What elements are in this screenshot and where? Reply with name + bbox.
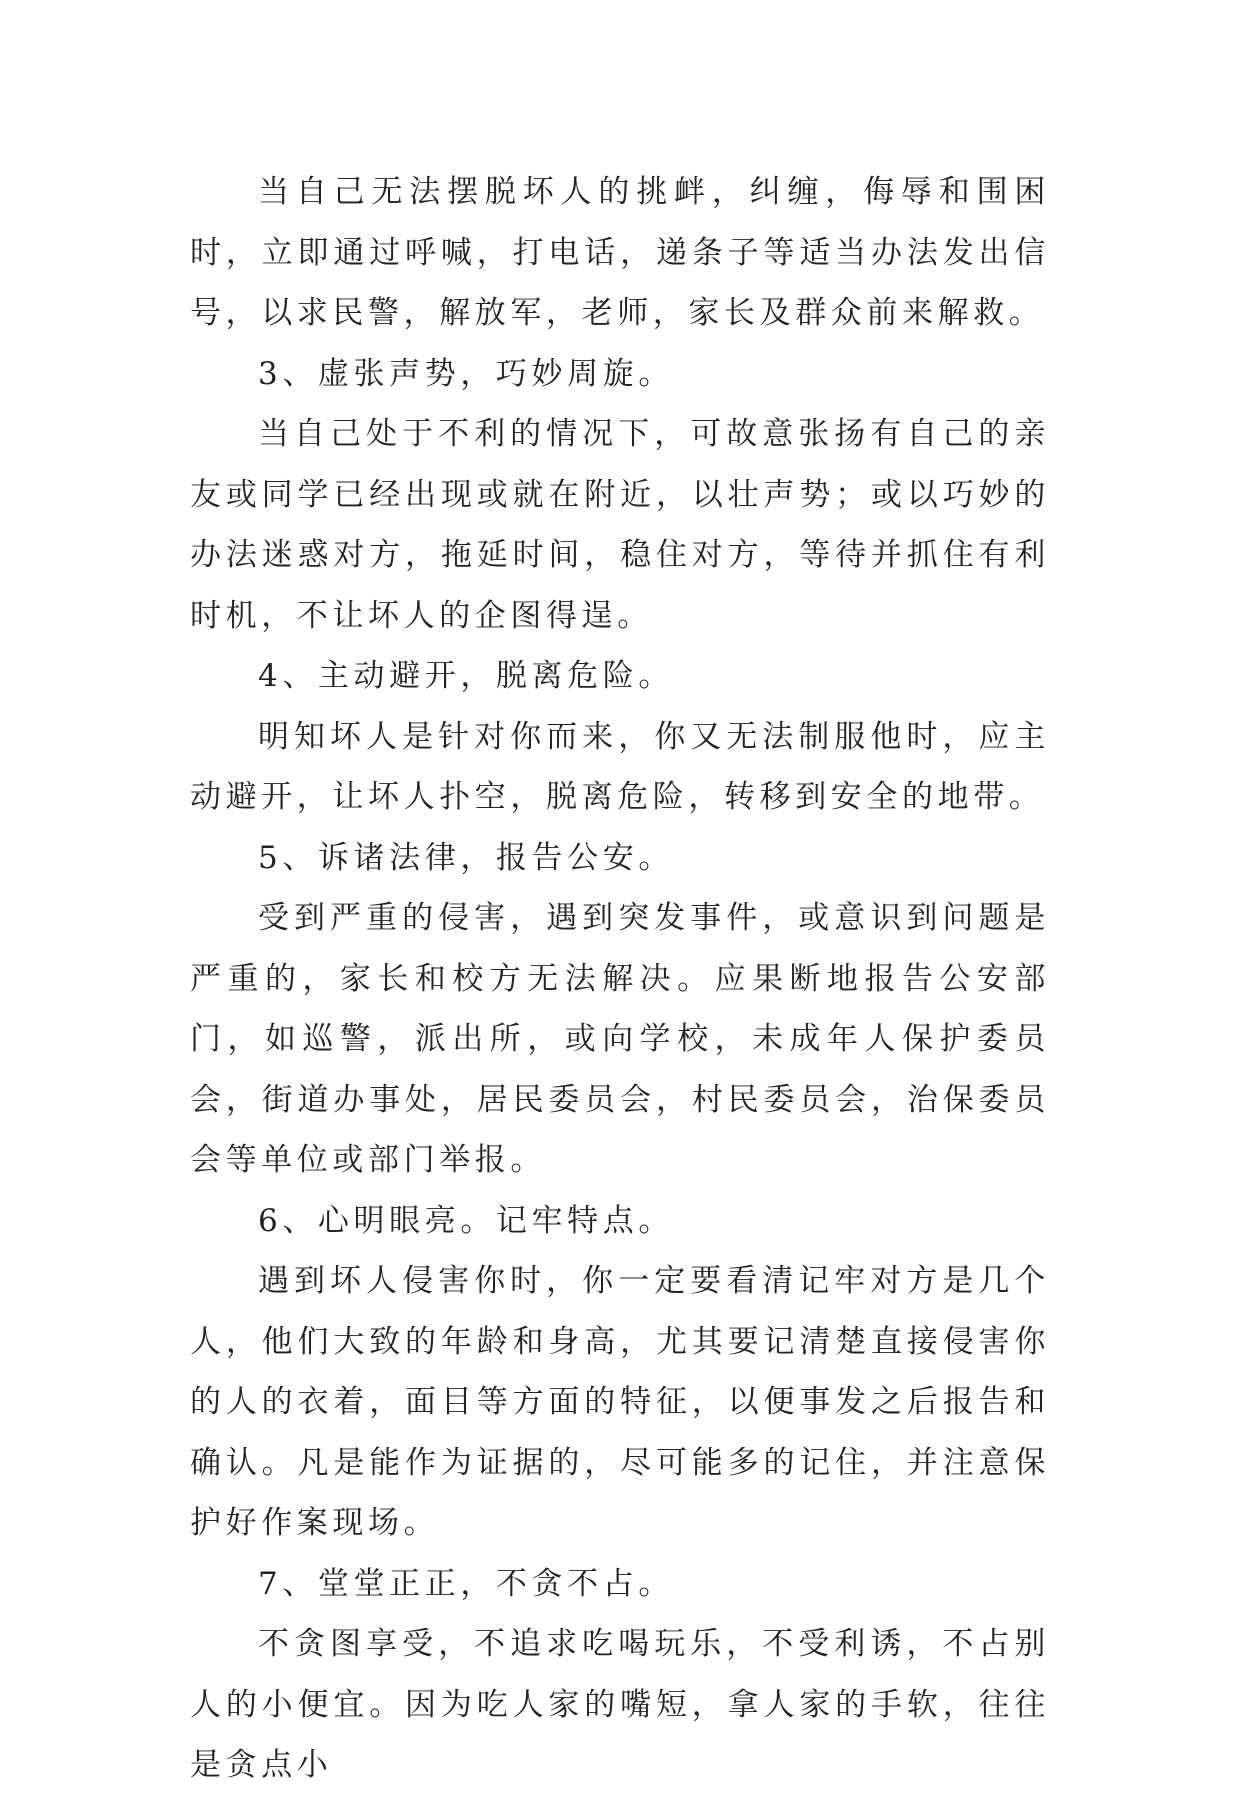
- heading-6-remember-features: 6、心明眼亮。记牢特点。: [258, 1202, 674, 1239]
- paragraph-remember-features: 遇到坏人侵害你时，你一定要看清记牢对方是几个人，他们大致的年龄和身高，尤其要记清楚直接侵害你的人的衣着，面目等方面的特征，以便事发之后报告和确认。凡是能作为证据的，尽可能多的记住，并注意保护好作案现场。: [190, 1263, 1050, 1541]
- heading-7-no-greed: 7、堂堂正正，不贪不占。: [258, 1565, 674, 1602]
- heading-4-avoid-danger: 4、主动避开，脱离危险。: [258, 658, 674, 694]
- paragraph-avoid-danger: 明知坏人是针对你而来，你又无法制服他时，应主动避开，让坏人扑空，脱离危险，转移到安全的地带。: [190, 718, 1050, 815]
- paragraph-no-greed: 不贪图享受，不追求吃喝玩乐，不受利诱，不占别人的小便宜。因为吃人家的嘴短，拿人家的手软，往往是贪点小: [190, 1626, 1050, 1783]
- paragraph-call-for-help: 当自己无法摆脱坏人的挑衅，纠缠，侮辱和围困时，立即通过呼喊，打电话，递条子等适当办法发出信号，以求民警，解放军，老师，家长及群众前来解救。: [190, 174, 1050, 331]
- heading-5-report-police: 5、诉诸法律，报告公安。: [258, 839, 674, 876]
- paragraph-report-police: 受到严重的侵害，遇到突发事件，或意识到问题是严重的，家长和校方无法解决。应果断地报告公安部门，如巡警，派出所，或向学校，未成年人保护委员会，街道办事处，居民委员会，村民委员会，治保委员会等单位或部门举报。: [190, 900, 1050, 1178]
- document-body: [190, 162, 1050, 1796]
- paragraph-bluff: 当自己处于不利的情况下，可故意张扬有自己的亲友或同学已经出现或就在附近，以壮声势；或以巧妙的办法迷惑对方，拖延时间，稳住对方，等待并抓住有利时机，不让坏人的企图得逞。: [190, 416, 1050, 634]
- heading-3-bluff: 3、虚张声势，巧妙周旋。: [258, 355, 674, 392]
